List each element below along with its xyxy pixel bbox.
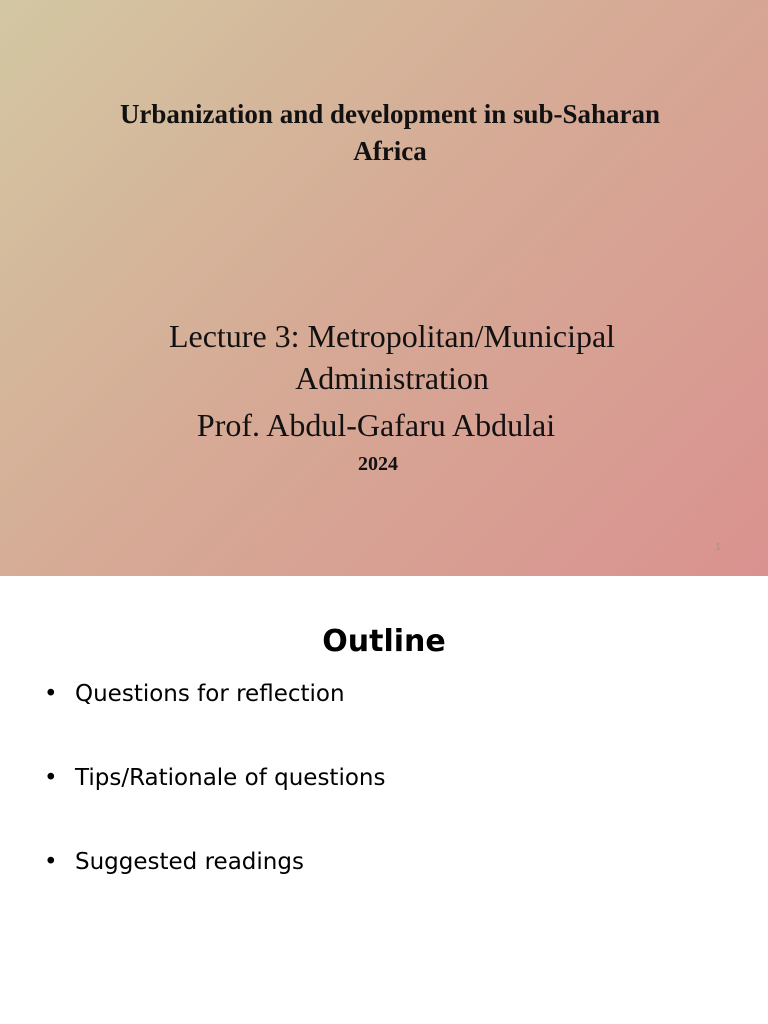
list-item-label: Suggested readings (75, 849, 304, 875)
slide-number: 1 (715, 542, 721, 553)
year-label: 2024 (358, 453, 398, 475)
list-item (40, 760, 720, 844)
lecture-subtitle-line-1: Lecture 3: Metropolitan/Municipal (168, 318, 616, 354)
list-item-label: Questions for reflection (75, 681, 345, 707)
slide-title-line-2: Africa (353, 136, 427, 166)
bullet-icon: • (44, 849, 58, 875)
lecture-subtitle (100, 315, 684, 399)
outline-slide (0, 576, 768, 1024)
slide-title-line-1: Urbanization and development in sub-Saharan (119, 99, 661, 129)
author-name: Prof. Abdul-Gafaru Abdulai (196, 407, 556, 443)
list-item-label: Tips/Rationale of questions (75, 765, 386, 791)
outline-title: Outline (322, 624, 446, 659)
bullet-icon: • (44, 765, 58, 791)
bullet-icon: • (44, 681, 58, 707)
outline-list (40, 676, 720, 928)
slide-title (60, 96, 720, 170)
lecture-subtitle-line-2: Administration (295, 360, 489, 396)
list-item (40, 676, 720, 760)
list-item (40, 844, 720, 928)
